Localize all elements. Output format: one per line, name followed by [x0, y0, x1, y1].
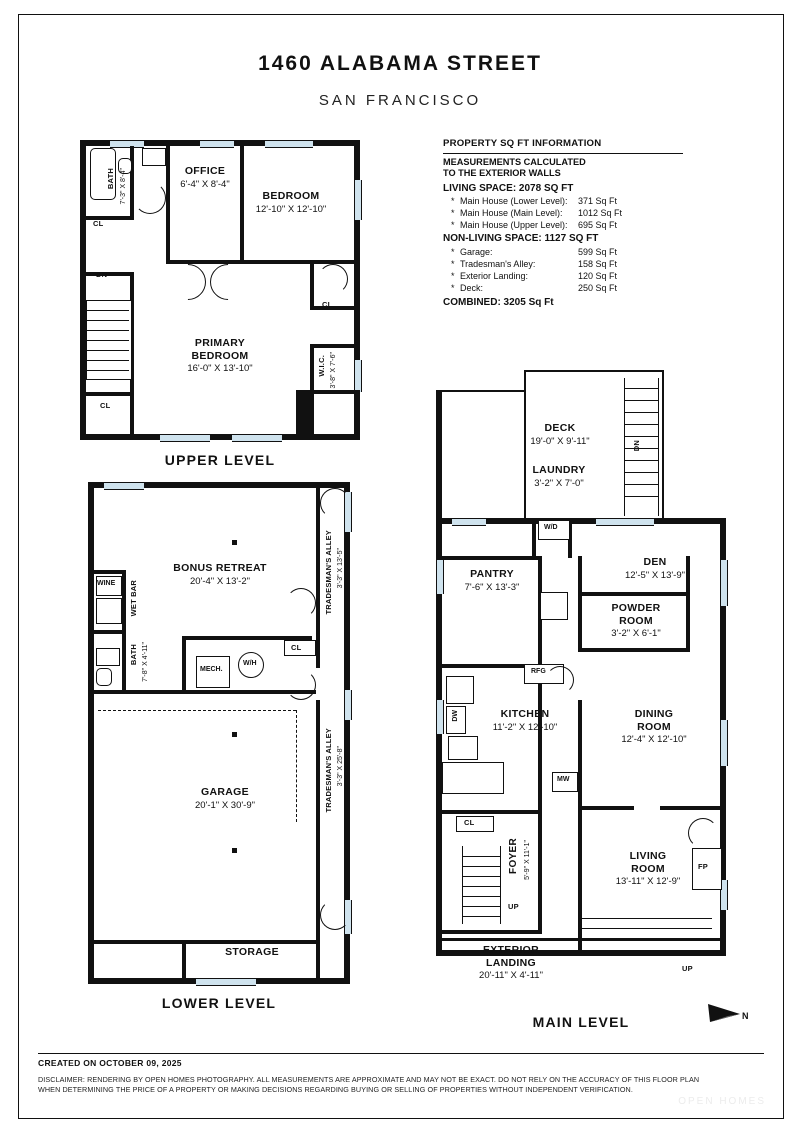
room-bonus-retreat: BONUS RETREAT 20'-4" X 13'-2" — [173, 562, 267, 587]
closet-label: CL — [464, 818, 475, 827]
stair-tread — [462, 886, 500, 887]
list-item: * Main House (Upper Level): 695 Sq Ft — [451, 220, 618, 230]
room-foyer: FOYER — [508, 838, 519, 874]
wall — [182, 940, 186, 978]
refrigerator-label: RFG — [531, 668, 546, 675]
living-space-heading: LIVING SPACE: 2078 SQ FT — [443, 182, 574, 194]
wall — [310, 264, 314, 310]
watermark: OPEN HOMES — [678, 1096, 766, 1107]
wall — [166, 146, 170, 264]
stair-tread — [624, 496, 658, 497]
wall — [310, 390, 360, 394]
dishwasher-label: DW — [452, 710, 459, 722]
tradesman-alley-upper-dim: 3'-3" X 13'-5" — [337, 548, 344, 589]
water-heater-label: W/H — [243, 660, 257, 667]
window — [452, 518, 486, 526]
room-den: DEN 12'-5" X 13'-9" — [624, 556, 685, 581]
wall — [578, 806, 582, 952]
tradesman-alley-lower-dim: 3'-3" X 25'-8" — [337, 746, 344, 787]
room-office: OFFICE 6'-4" X 8'-4" — [180, 165, 230, 190]
wine-label: WINE — [97, 580, 116, 587]
wall — [442, 556, 542, 560]
room-wic-dim: 3'-8" X 7'-6" — [330, 352, 337, 389]
door-swing — [318, 264, 348, 294]
living-space-list — [443, 195, 683, 231]
window — [232, 434, 282, 442]
room-dining: DINING ROOM 12'-4" X 12'-10" — [621, 708, 687, 745]
nonliving-space-list — [443, 246, 683, 294]
window — [196, 978, 256, 986]
wall — [538, 664, 542, 810]
stair-tread — [462, 876, 500, 877]
closet-label: CL — [93, 219, 104, 228]
room-pantry: PANTRY 7'-6" X 13'-3" — [464, 568, 520, 593]
wall — [86, 392, 134, 396]
window — [160, 434, 210, 442]
window — [110, 140, 144, 148]
wall — [310, 344, 360, 348]
mechanical-label: MECH. — [200, 666, 223, 673]
tradesman-alley-lower-label: TRADESMAN'S ALLEY — [324, 728, 333, 813]
list-item: * Main House (Lower Level): 371 Sq Ft — [451, 196, 618, 206]
main-level-title: MAIN LEVEL — [532, 1014, 630, 1030]
wall — [186, 940, 316, 944]
tradesman-alley-upper-label: TRADESMAN'S ALLEY — [324, 530, 333, 615]
footer — [38, 1058, 738, 1095]
disclaimer: DISCLAIMER: RENDERING BY OPEN HOMES PHOTOGRAPHY. ALL MEASUREMENTS ARE APPROXIMATE AND MAY NOT BE EXACT. DO NOT RELY ON THE ACCURACY OF THIS FLOOR PLAN WHEN DETERMINING THE PRICE OF A PROPERTY OR MAKING DECISIONS REGARDING BUYING OR SELLING OF PROPERTIES WITHOUT INDEPENDENT VERIFICATION. — [38, 1075, 700, 1094]
sink-icon — [446, 676, 474, 704]
wall — [524, 370, 664, 372]
room-kitchen: KITCHEN 11'-2" X 12'-10" — [492, 708, 558, 733]
wall — [130, 146, 134, 218]
marker — [232, 540, 237, 545]
window — [354, 360, 362, 392]
stair-tread — [624, 460, 658, 461]
list-item: * Exterior Landing: 120 Sq Ft — [451, 270, 618, 281]
stair-tread — [582, 918, 712, 919]
wall — [94, 630, 126, 634]
stair-tread — [624, 412, 658, 413]
compass-north-label: N — [742, 1011, 749, 1021]
room-primary-bedroom: PRIMARY BEDROOM 16'-0" X 13'-10" — [187, 337, 253, 374]
stair-rail — [462, 846, 463, 924]
stair-tread — [87, 350, 129, 351]
wall — [94, 690, 186, 694]
stair-tread — [462, 906, 500, 907]
toilet-icon — [96, 668, 112, 686]
room-foyer-dim: 5'-9" X 11'-1" — [524, 840, 531, 880]
wall — [662, 370, 664, 520]
room-wic-label: W.I.C. — [317, 355, 326, 377]
closet-label: CL — [291, 643, 302, 652]
list-item: * Main House (Main Level): 1012 Sq Ft — [451, 208, 623, 218]
wall — [310, 344, 314, 394]
kitchen-island — [442, 762, 504, 794]
wall — [436, 390, 438, 520]
door-swing — [320, 900, 350, 930]
sink-icon — [540, 592, 568, 620]
closet-box — [456, 816, 494, 832]
wet-bar-counter — [96, 598, 122, 624]
lower-level-title: LOWER LEVEL — [161, 995, 277, 1011]
marker — [232, 848, 237, 853]
stair-tread — [624, 472, 658, 473]
list-item: * Garage: 599 Sq Ft — [451, 246, 618, 257]
wall — [316, 488, 320, 668]
room-bath-label: BATH — [106, 168, 115, 190]
closet-label: CL — [322, 300, 333, 309]
wall — [578, 592, 690, 596]
door-swing — [546, 666, 574, 694]
wall — [296, 390, 314, 434]
window — [344, 690, 352, 720]
fireplace-label: FP — [698, 862, 708, 871]
stair-rail — [500, 846, 501, 924]
room-bath-dim: 7'-8" X 4'-11" — [142, 642, 149, 682]
door-swing — [320, 488, 350, 518]
wall — [436, 938, 726, 941]
wall — [442, 810, 542, 814]
up-arrow-label-2: UP — [682, 964, 693, 973]
list-item: * Deck: 250 Sq Ft — [451, 282, 618, 293]
stair-tread — [624, 436, 658, 437]
window — [720, 560, 728, 606]
property-info-block — [443, 138, 683, 309]
wet-bar-label: WET BAR — [129, 580, 138, 617]
wall — [94, 940, 186, 944]
list-item: * Tradesman's Alley: 158 Sq Ft — [451, 258, 618, 269]
compass-icon — [706, 1000, 746, 1026]
created-date: CREATED ON OCTOBER 09, 2025 — [38, 1058, 182, 1068]
wall — [578, 556, 582, 596]
window — [436, 560, 444, 594]
upper-level-title: UPPER LEVEL — [164, 452, 276, 468]
room-living: LIVING ROOM 13'-11" X 12'-9" — [615, 850, 681, 887]
stair-tread — [87, 320, 129, 321]
wall — [86, 272, 134, 276]
stair-tread — [624, 400, 658, 401]
stair-tread — [87, 330, 129, 331]
footer-divider — [38, 1053, 764, 1054]
range-icon — [448, 736, 478, 760]
room-deck: DECK 19'-0" X 9'-11" — [530, 422, 590, 447]
wall — [182, 636, 186, 694]
info-note-line2: TO THE EXTERIOR WALLS — [443, 168, 561, 178]
wall — [310, 306, 360, 310]
stair-tread — [462, 896, 500, 897]
window — [354, 180, 362, 220]
door-swing — [286, 670, 316, 700]
room-exterior-landing: EXTERIOR LANDING 20'-11" X 4'-11" — [479, 944, 543, 981]
stair-tread — [582, 928, 712, 929]
wall — [436, 390, 526, 392]
stair-tread — [87, 310, 129, 311]
wall — [88, 482, 94, 984]
wall — [660, 806, 720, 810]
stair-rail — [658, 378, 659, 516]
page-title: 1460 ALABAMA STREET — [258, 52, 542, 75]
stair-tread — [87, 370, 129, 371]
stair-tread — [462, 916, 500, 917]
room-laundry: LAUNDRY 3'-2" X 7'-0" — [532, 464, 586, 489]
nonliving-space-heading: NON-LIVING SPACE: 1127 SQ FT — [443, 233, 599, 244]
door-swing — [286, 588, 316, 618]
room-bedroom: BEDROOM 12'-10" X 12'-10" — [255, 190, 327, 215]
wall — [442, 930, 542, 934]
window — [436, 700, 444, 734]
window — [596, 518, 654, 526]
window — [720, 720, 728, 766]
room-garage: GARAGE 20'-1" X 30'-9" — [194, 786, 255, 811]
stair-tread — [624, 388, 658, 389]
window — [104, 482, 144, 490]
door-swing — [688, 818, 718, 848]
wd-label: W/D — [544, 524, 558, 531]
window — [200, 140, 234, 148]
info-heading: PROPERTY SQ FT INFORMATION — [443, 138, 683, 154]
window — [265, 140, 313, 148]
room-bath-label: BATH — [129, 644, 138, 666]
wall — [316, 700, 320, 978]
stair-tread — [624, 424, 658, 425]
down-arrow-label: DN — [632, 440, 641, 452]
wall — [80, 434, 360, 440]
wall — [578, 806, 634, 810]
combined-total: COMBINED: 3205 Sq Ft — [443, 296, 554, 308]
closet-label: CL — [100, 401, 111, 410]
sink-icon — [142, 148, 166, 166]
stair-tread — [87, 340, 129, 341]
wall — [532, 518, 536, 558]
room-storage: STORAGE — [225, 946, 279, 958]
down-arrow-label: DN — [96, 270, 108, 279]
wall — [578, 648, 690, 652]
dashed-line — [98, 710, 296, 712]
stair-tread — [462, 856, 500, 857]
stair-tread — [462, 866, 500, 867]
info-note-line1: MEASUREMENTS CALCULATED — [443, 156, 586, 167]
room-bath-dim: 7'-3" X 8'-4" — [120, 168, 127, 205]
stair-tread — [624, 484, 658, 485]
stair-tread — [87, 360, 129, 361]
sink-icon — [96, 648, 120, 666]
microwave-label: MW — [557, 776, 570, 783]
page-subtitle: SAN FRANCISCO — [318, 92, 482, 109]
stair-tread — [624, 448, 658, 449]
room-powder: POWDER ROOM 3'-2" X 6'-1" — [611, 602, 661, 639]
up-arrow-label: UP — [508, 902, 519, 911]
marker — [232, 732, 237, 737]
